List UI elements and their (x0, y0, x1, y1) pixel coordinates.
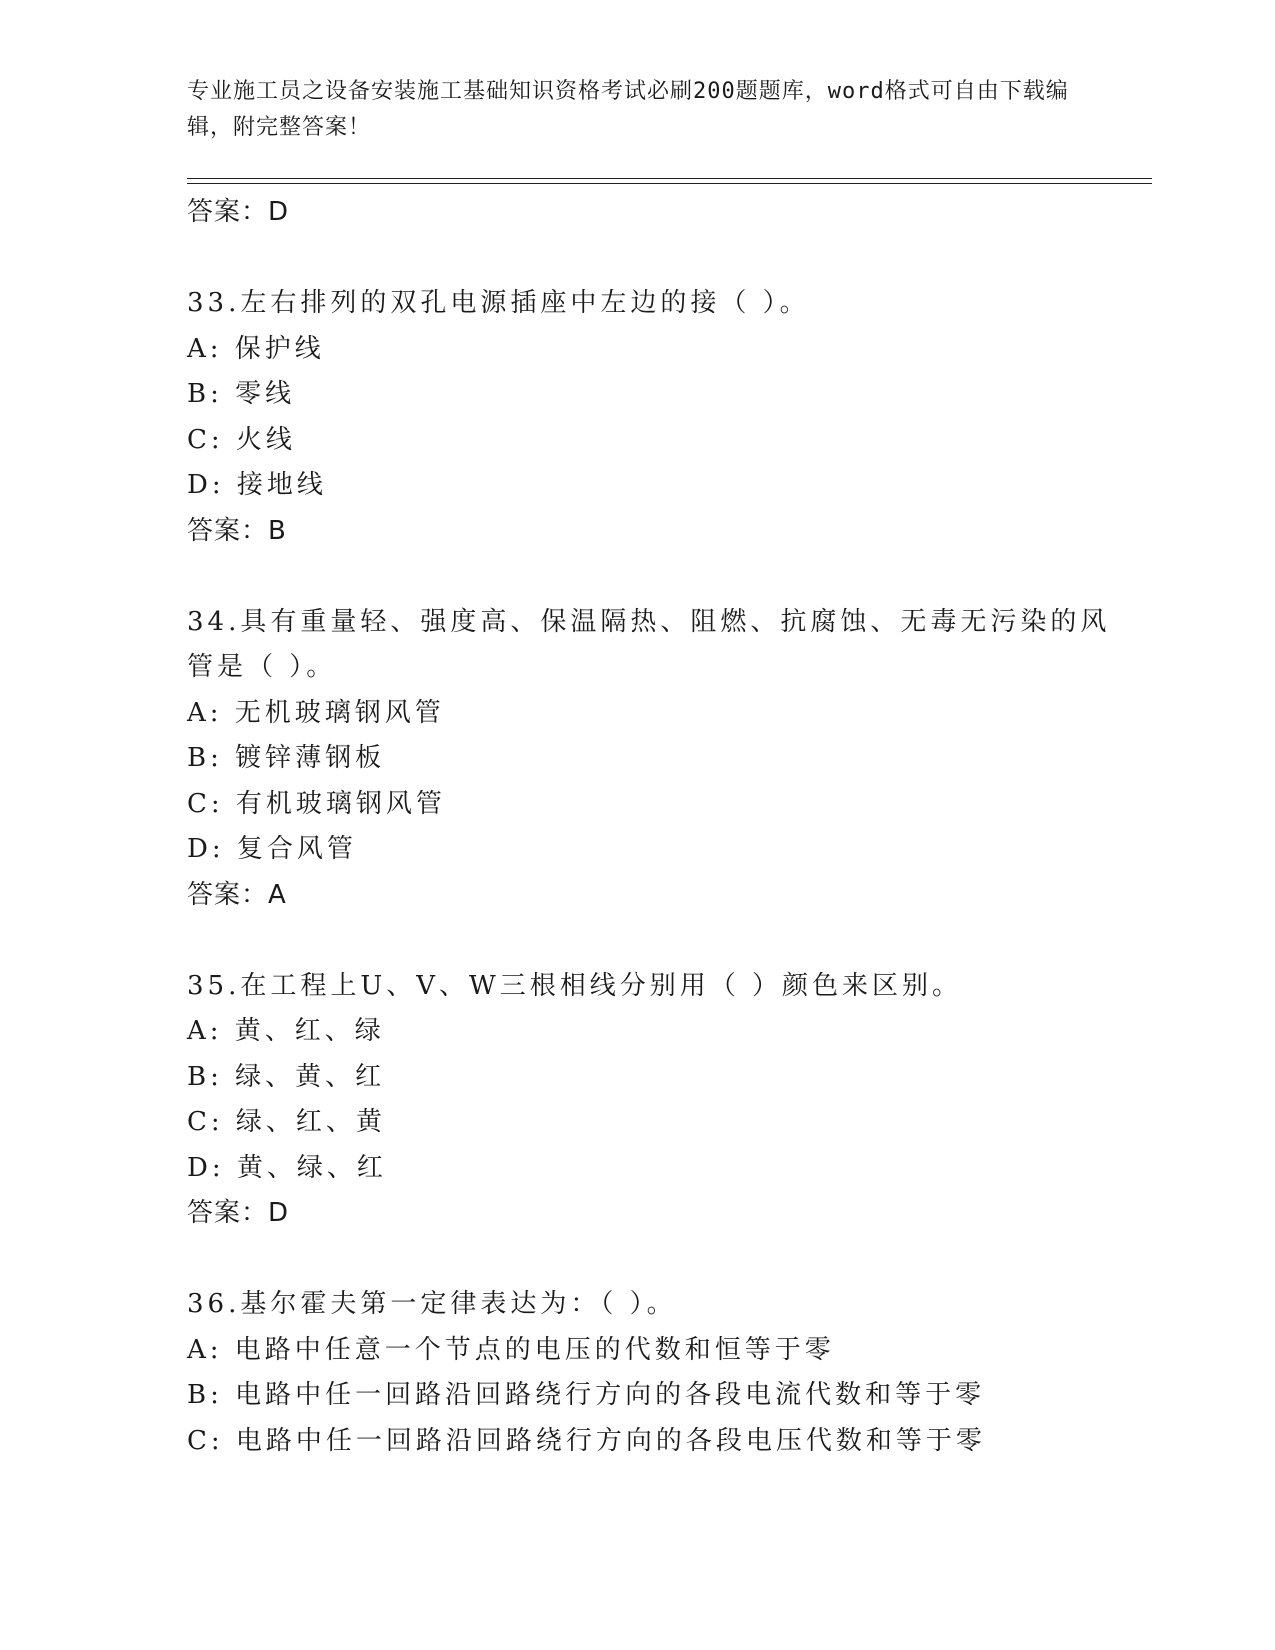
question-block (187, 281, 1087, 554)
spacer (187, 1237, 1087, 1283)
document-header: 专业施工员之设备安装施工基础知识资格考试必刷200题题库，word格式可自由下载编辑，附完整答案！ (187, 79, 1069, 140)
option-c: C: 绿、红、黄 (187, 1107, 386, 1137)
question-stem: 33.左右排列的双孔电源插座中左边的接（ ）。 (187, 288, 810, 318)
question-stem: 34.具有重量轻、强度高、保温隔热、阻燃、抗腐蚀、无毒无污染的风 (187, 606, 1111, 637)
spacer (187, 554, 1087, 600)
option-d: D: 接地线 (187, 470, 327, 500)
spacer (187, 236, 1087, 282)
spacer (187, 918, 1087, 964)
question-block (187, 1282, 1087, 1464)
option-c: C: 电路中任一回路沿回路绕行方向的各段电压代数和等于零 (187, 1425, 986, 1456)
question-stem-continued: 管是（ ）。 (187, 652, 337, 682)
option-b: B: 电路中任一回路沿回路绕行方向的各段电流代数和等于零 (187, 1380, 986, 1410)
answer-line: 答案：D (187, 197, 290, 227)
option-a: A: 保护线 (187, 333, 325, 364)
header-divider-double (187, 183, 1152, 184)
header-divider (187, 178, 1152, 179)
question-block (187, 964, 1087, 1237)
option-c: C: 有机玻璃钢风管 (187, 788, 446, 819)
answer-line: 答案：B (187, 515, 287, 546)
option-c: C: 火线 (187, 424, 296, 455)
option-d: D: 复合风管 (187, 834, 357, 864)
question-block (187, 600, 1111, 919)
option-a: A: 无机玻璃钢风管 (187, 697, 445, 728)
answer-line: 答案：A (187, 879, 287, 910)
question-stem: 36.基尔霍夫第一定律表达为：（ ）。 (187, 1289, 677, 1319)
answer-line: 答案：D (187, 1198, 290, 1228)
option-b: B: 镀锌薄钢板 (187, 743, 386, 773)
option-b: B: 零线 (187, 379, 296, 409)
option-d: D: 黄、绿、红 (187, 1152, 387, 1183)
option-a: A: 黄、红、绿 (187, 1016, 385, 1046)
option-b: B: 绿、黄、红 (187, 1061, 386, 1092)
option-a: A: 电路中任意一个节点的电压的代数和恒等于零 (187, 1334, 835, 1365)
question-stem: 35.在工程上U、V、W三根相线分别用（ ）颜色来区别。 (187, 970, 963, 1001)
document-body (187, 190, 1111, 1464)
